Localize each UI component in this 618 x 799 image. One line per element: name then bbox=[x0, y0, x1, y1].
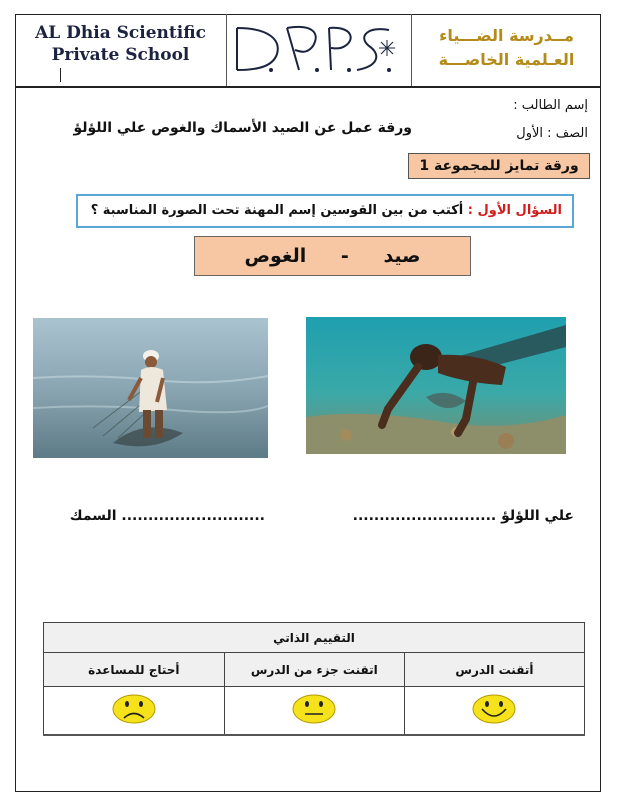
answer-options bbox=[194, 236, 471, 276]
column-mastered: أتقنت الدرس bbox=[404, 653, 584, 687]
column-need-help: أحتاج للمساعدة bbox=[44, 653, 225, 687]
self-evaluation-title: التقييم الذاتي bbox=[44, 623, 585, 653]
answer-blank-pearl[interactable]: علي اللؤلؤ ........................... bbox=[352, 508, 574, 524]
answer-separator: - bbox=[340, 245, 349, 267]
text-cursor bbox=[60, 68, 61, 82]
school-name-en-line1: AL Dhia Scientific bbox=[35, 23, 206, 43]
school-logo bbox=[229, 18, 405, 82]
school-name-ar-line2: العـلمية الخاصـــة bbox=[438, 50, 575, 69]
class-label: الصف : الأول bbox=[516, 126, 588, 141]
sad-face-cell[interactable] bbox=[44, 687, 225, 735]
self-evaluation-table bbox=[43, 622, 585, 736]
happy-face-icon[interactable] bbox=[471, 693, 517, 725]
school-name-en-line2: Private School bbox=[51, 45, 190, 65]
answer-blank-fish[interactable]: ........................... السمك bbox=[69, 508, 265, 524]
school-name-arabic bbox=[411, 14, 601, 86]
answer-option-2: الغوص bbox=[244, 245, 307, 267]
fisherman-photo bbox=[33, 318, 268, 458]
question-label: السؤال الأول : bbox=[467, 203, 562, 218]
neutral-face-icon[interactable] bbox=[291, 693, 337, 725]
school-header bbox=[15, 14, 601, 88]
diver-photo bbox=[306, 317, 566, 454]
school-name-english bbox=[15, 14, 227, 86]
worksheet-title: ورقة عمل عن الصيد الأسماك والغوص علي اللؤلؤ bbox=[73, 120, 412, 136]
neutral-face-cell[interactable] bbox=[224, 687, 404, 735]
question-text: أكتب من بين القوسين إسم المهنة تحت الصورة المناسبة ؟ bbox=[90, 203, 464, 218]
happy-face-cell[interactable] bbox=[404, 687, 584, 735]
student-name-label[interactable]: إسم الطالب : bbox=[513, 98, 588, 113]
column-partially-mastered: اتقنت جزء من الدرس bbox=[224, 653, 404, 687]
group-label: ورقة تمايز للمجموعة 1 bbox=[408, 153, 590, 179]
answer-option-1: صيد bbox=[383, 245, 421, 267]
sad-face-icon[interactable] bbox=[111, 693, 157, 725]
school-name-ar-line1: مــدرسة الضـــياء bbox=[439, 26, 574, 45]
question-1 bbox=[76, 194, 574, 228]
